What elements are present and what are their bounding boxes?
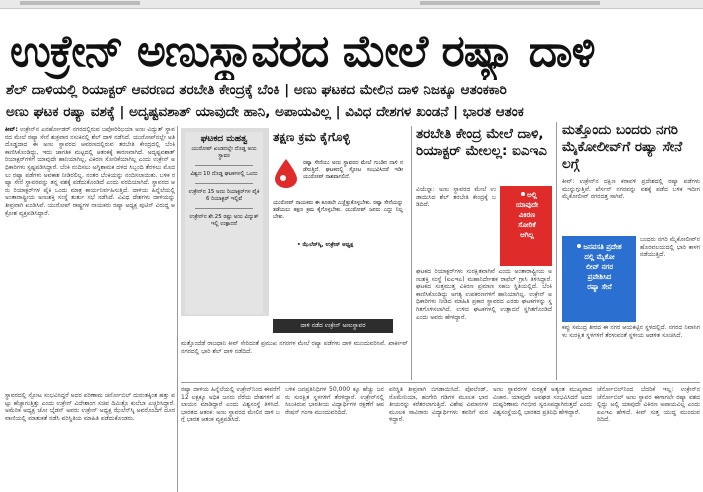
highlight-line: ಅಲ್ಲಿ [527,191,537,199]
iaea-story: ವಿಯೆನ್ನಾ: ಅಣು ಸ್ಥಾವರದ ಮೇಲೆ ಉಡಾಯಿಸಿದ ಶೆಲ್ ತರಬೇತಿ ಕೇಂದ್ರಕ್ಕೆ ಬಡಿದಿದೆ. [416,186,496,209]
highlight-line: ದಲ್ಲಿ ಮೈಕೋ [584,253,615,261]
highlight-line: ವಿಕಿರಣ [518,211,536,219]
quote-title: ತಕ್ಷಣ ಕ್ರಮ ಕೈಗೊಳ್ಳಿ [273,130,350,144]
section-title-mykolaiv: ಮತ್ತೊಂದು ಬಂದರು ನಗರಿ ಮೈಕೋಲೀವ್‌ಗೆ ರಷ್ಯಾ ಸೇನೆ ಲಗ್ಗೆ [562,122,683,172]
quote-text: ರಷ್ಯಾ ಸೇನೆಯು ಅಣು ಸ್ಥಾವರದ ಮೇಲೆ ಗುಂಡಿನ ದಾಳಿ ನಡೆಸುತ್ತಿದೆ. ಘಟಕದಲ್ಲಿ ಸ್ಫೋಟ ಸಂಭವಿಸಿದರೆ ಇಡೀ ಯುರೋಪ್ ನಾಶವಾಗಲಿದೆ. [303,160,403,180]
fact-item: ಯುರೋಪ್ ಖಂಡದಲ್ಲೇ ದೊಡ್ಡ ಅಣು ಸ್ಥಾವರ [191,146,257,159]
bottom-column-1: ರಷ್ಯಾ ದಾಳಿಯ ಹಿನ್ನೆಲೆಯಲ್ಲಿ ಉಕ್ರೇನ್‌ನಿಂದ ಈವರೆಗೆ 12 ಲಕ್ಷಕ್ಕೂ ಅಧಿಕ ಜನರು ನೆರೆಯ ದೇಶಗಳಿಗೆ ಪಲಾಯನ ಮಾಡಿದ್ದಾರೆ ಎಂದು ವಿಶ್ವಸಂಸ್ಥೆ ತಿಳಿಸಿದೆ. ಭಾರತದ ಆತಂಕ: ಅಣು ಸ್ಥಾವರದ ಮೇಲಿನ ದಾಳಿ ಬಗ್ಗೆ ಭಾರತ ಆತಂಕ ವ್ಯಕ್ತಪಡಿಸಿದೆ. [181,386,280,424]
column-rule [177,126,178,492]
bottom-column-3: ಪರಿಸ್ಥಿತಿ ತೀವ್ರವಾಗಿ ಬಿಗಡಾಯಿಸಿದೆ. ಪೋಲೆಂಡ್, ರೊಮೇನಿಯಾ, ಹಂಗೇರಿ ಗಡಿಗಳ ಮೂಲಕ ಭಾರತೀಯರನ್ನು ಕರೆತರಲಾಗುತ್ತಿದೆ. ವಿಶೇಷ ವಿಮಾನಗಳ ಮೂಲಕ ಸಾವಿರಾರು ವಿದ್ಯಾರ್ಥಿಗಳು ತವರಿಗೆ ಮರಳಿದ್ದಾರೆ. [389,386,488,424]
plant-facts-title: ಘಟಕದ ಮಹತ್ವ [200,134,248,144]
highlight-line: ಯಾವುದೇ [515,201,539,209]
column-rule [411,126,412,380]
highlight-line: ಪ್ರವೇಶಿಸಿದ [587,273,612,281]
highlight-box-blue [562,236,636,322]
quote-attribution: • ಝೆಲೆನ್‌ಸ್ಕಿ, ಉಕ್ರೇನ್ ಅಧ್ಯಕ್ಷ [297,242,354,248]
fact-item: ಉಕ್ರೇನ್‌ನ ಶೇ.25 ರಷ್ಟು ಅಣು ವಿದ್ಯುತ್ ಇಲ್ಲಿ ಉತ್ಪಾದನೆ [189,214,259,227]
dateline: ಕೀವ್: [5,126,18,133]
headline: ಉಕ್ರೇನ್ ಅಣುಸ್ಥಾವರದ ಮೇಲೆ ರಷ್ಯಾ ದಾಳಿ [10,26,595,77]
highlight-line: ರಷ್ಯಾ ಸೇನೆ [587,283,612,291]
plant-facts-panel [185,132,263,314]
highlight-line: ಸೋರಿಕೆ [518,221,536,229]
bottom-column-4: ಅಣು ಸ್ಥಾವರಗಳ ಸುರಕ್ಷತೆ ಅತ್ಯಂತ ಮುಖ್ಯವಾದ ವಿಚಾರ. ಯಾವುದೇ ಅವಘಡ ಸಂಭವಿಸಿದರೆ ಅದರ ದುಷ್ಪರಿಣಾಮ ಗಂಭೀರ ಸ್ವರೂಪದ್ದಾಗಿರುತ್ತದೆ ಎಂದು ವಿಶ್ವಸಂಸ್ಥೆಯಲ್ಲಿ ಭಾರತದ ಪ್ರತಿನಿಧಿ ಹೇಳಿದ್ದಾರೆ. [493,386,592,416]
subhead-1: ಶೆಲ್ ದಾಳಿಯಲ್ಲಿ ರಿಯಾಕ್ಟರ್ ಆವರಣದ ತರಬೇತಿ ಕೇಂದ್ರಕ್ಕೆ ಬೆಂಕಿ | ಅಣು ಘಟಕದ ಮೇಲಿನ ದಾಳಿ ನಿಜಕ್ಕೂ ಆತಂಕಕಾರಿ [6,82,507,98]
story-text: ಮತ್ತೊಂದೆಡೆ ರಾಜಧಾನಿ ಕೀವ್ ಸೇರಿದಂತೆ ಪ್ರಮುಖ ನಗರಗಳ ಮೇಲೆ ರಷ್ಯಾ ಪಡೆಗಳು ದಾಳಿ ಮುಂದುವರಿಸಿವೆ. ಖಾರ್ಕೀವ್ ನಗರದಲ್ಲಿ ಭಾರಿ ಶೆಲ್ ದಾಳಿ ನಡೆದಿದೆ. [181,340,408,355]
quote-text-2: ಯುರೋಪ್ ನಾಯಕರು ಈ ಕೂಡಲೇ ಎಚ್ಚೆತ್ತುಕೊಳ್ಳಬೇಕು. ರಷ್ಯಾ ಸೇನೆಯನ್ನು ತಡೆಯಲು ತಕ್ಷಣ ಕ್ರಮ ಕೈಗೊಳ್ಳಬೇಕು. ಯುರೋಪ್ ಜನರು ಎದ್ದು ನಿಲ್ಲಬೇಕು. [273,200,403,220]
lead-story [5,126,175,388]
lead-text: ಉಕ್ರೇನ್‌ನ ಎನರ್ಹೋಡರ್ ನಗರದಲ್ಲಿರುವ ಜಪೋರಿಝಿಯಾ ಅಣು ವಿದ್ಯುತ್ ಸ್ಥಾವರದ ಮೇಲೆ ರಷ್ಯಾ ಸೇನೆ ಶುಕ್ರವಾರ ನಸುಕಿನಲ್ಲಿ ಶೆಲ್ ದಾಳಿ ನಡೆಸಿದೆ. ಯುರೋಪ್‌ನಲ್ಲೇ ಅತಿ ದೊಡ್ಡದಾದ ಈ ಅಣು ಸ್ಥಾವರದ ಆವರಣದಲ್ಲಿರುವ ತರಬೇತಿ ಕೇಂದ್ರದಲ್ಲಿ ಬೆಂಕಿ ಕಾಣಿಸಿಕೊಂಡಿದ್ದು, ಇದು ಜಾಗತಿಕ ಮಟ್ಟದಲ್ಲಿ ಆತಂಕಕ್ಕೆ ಕಾರಣವಾಗಿದೆ. ಅದೃಷ್ಟವಶಾತ್ ರಿಯಾಕ್ಟರ್‌ಗಳಿಗೆ ಯಾವುದೇ ಹಾನಿಯಾಗಿಲ್ಲ, ವಿಕಿರಣ ಸೋರಿಕೆಯಾಗಿಲ್ಲ ಎಂದು ಉಕ್ರೇನ್ ಅಧಿಕಾರಿಗಳು ಸ್ಪಷ್ಟಪಡಿಸಿದ್ದಾರೆ. ಬೆಂಕಿ ನಂದಿಸಲು ಅಗ್ನಿಶಾಮಕ ದಳದ ಸಿಬ್ಬಂದಿ ತೆರಳಲು ಮೊದಲು ರಷ್ಯಾ ಪಡೆಗಳು ಅವಕಾಶ ನೀಡಿರಲಿಲ್ಲ. ನಂತರ ಬೆಂಕಿಯನ್ನು ನಂದಿಸಲಾಯಿತು. ಬಳಿಕ ರಷ್ಯಾ ಸೇನೆ ಸ್ಥಾವರವನ್ನು ತನ್ನ ವಶಕ್ಕೆ ಪಡೆದುಕೊಂಡಿದೆ ಎಂದು ವರದಿಯಾಗಿದೆ. ಸ್ಥಾವರದ ಆರು ರಿಯಾಕ್ಟರ್‌ಗಳ ಪೈಕಿ ಒಂದು ಮಾತ್ರ ಕಾರ್ಯನಿರ್ವಹಿಸುತ್ತಿದೆ. ದಾಳಿಯ ಹಿನ್ನೆಲೆಯಲ್ಲಿ ಅಂತಾರಾಷ್ಟ್ರೀಯ ಅಣುಶಕ್ತಿ ಸಂಸ್ಥೆ ತುರ್ತು ಸಭೆ ನಡೆಸಿದೆ. ವಿವಿಧ ದೇಶಗಳು ದಾಳಿಯನ್ನು ತೀವ್ರವಾಗಿ ಖಂಡಿಸಿವೆ. ಯುರೋಪ್ ರಾಷ್ಟ್ರಗಳ ನಾಯಕರು ರಷ್ಯಾ ಅಧ್ಯಕ್ಷ ಪುಟಿನ್ ವಿರುದ್ಧ ಆಕ್ರೋಶ ವ್ಯಕ್ತಪಡಿಸಿದ್ದಾರೆ. [5,126,175,217]
fact-item: ವಿಶ್ವದ 10 ದೊಡ್ಡ ಘಟಕಗಳಲ್ಲಿ ಒಂದು [190,171,258,177]
highlight-box-red [500,186,552,266]
divider [195,183,253,184]
divider [195,165,253,166]
bottom-column-2: ಬಳಿಕ ಜನಪ್ರತಿನಿಧಿಗಳ 50,000 ಕ್ಕೂ ಹೆಚ್ಚು ಜನರು ಸುರಕ್ಷಿತ ಸ್ಥಳಗಳಿಗೆ ತೆರಳಿದ್ದಾರೆ. ಉಕ್ರೇನ್‌ನಲ್ಲಿ ಸಿಲುಕಿರುವ ಭಾರತೀಯ ವಿದ್ಯಾರ್ಥಿಗಳ ರಕ್ಷಣೆಗೆ ಆಪರೇಷನ್ ಗಂಗಾ ಮುಂದುವರಿದಿದೆ. [285,386,384,416]
drop-quote-icon [273,158,299,188]
photo-caption-bar [181,316,408,336]
section-title-iaea: ತರಬೇತಿ ಕೇಂದ್ರ ಮೇಲೆ ದಾಳಿ, ರಿಯಾಕ್ಟರ್ ಮೇಲಲ್ಲ: ಐಎಇಎ [416,126,547,159]
divider [195,208,253,209]
bottom-column-5: ಚೆರ್ನೋಬಿಲ್‌ನಿಂದ ಬೆದರಿಕೆ ಇಲ್ಲ: ಉಕ್ರೇನ್‌ನ ಚೆರ್ನೋಬಿಲ್ ಅಣು ಸ್ಥಾವರ ಈಗಾಗಲೇ ರಷ್ಯಾ ವಶದಲ್ಲಿದ್ದು ಅಲ್ಲಿ ಯಾವುದೇ ವಿಕಿರಣ ಅಪಾಯವಿಲ್ಲ ಎಂದು ಐಎಇಎ ಹೇಳಿದೆ. ಕೀವ್ ಸುತ್ತ ಯುದ್ಧ ಮುಂದುವರಿದಿದೆ. [597,386,700,424]
quote-panel [269,128,408,320]
fact-item: ಉಕ್ರೇನ್‌ನ 15 ಅಣು ರಿಯಾಕ್ಟರ್‌ಗಳ ಪೈಕಿ 6 ರಿಯಾಕ್ಟರ್ ಇಲ್ಲಿವೆ [188,189,260,202]
mykolaiv-story: ಕೀವ್: ಉಕ್ರೇನ್‌ನ ದಕ್ಷಿಣ ಕರಾವಳಿ ಪ್ರದೇಶದಲ್ಲಿ ರಷ್ಯಾ ಪಡೆಗಳು ಮುನ್ನುಗ್ಗುತ್ತಿವೆ. ಖೆರ್ಸನ್ ನಗರವನ್ನು ವಶಕ್ಕೆ ಪಡೆದ ಬಳಿಕ ಇದೀಗ ಮೈಕೋಲೀವ್ ನಗರದತ್ತ ಸಾಗಿವೆ. [562,178,700,201]
subhead-2: ಅಣು ಘಟಕ ರಷ್ಯಾ ವಶಕ್ಕೆ | ಅದೃಷ್ಟವಶಾತ್ ಯಾವುದೇ ಹಾನಿ, ಅಪಾಯವಿಲ್ಲ | ವಿವಿಧ ದೇಶಗಳ ಖಂಡನೆ | ಭಾರತ ಆತಂಕ [6,104,524,120]
faded-text [20,1,140,5]
photo-caption: ದಾಳಿ ನಡೆದ ಉಕ್ರೇನ್ ಅಣುಸ್ಥಾವರ [273,319,393,333]
highlight-line: ಜನವಸತಿ ಪ್ರದೇಶ [583,243,622,251]
highlight-line: ಆಗಿಲ್ಲ [520,231,534,239]
highlight-line: ಲೀವ್ ನಗರ [585,263,614,271]
bullet-icon [521,192,525,196]
iaea-story-cont: ಘಟಕದ ರಿಯಾಕ್ಟರ್‌ಗಳು ಸುರಕ್ಷಿತವಾಗಿವೆ ಎಂದು ಅಂತಾರಾಷ್ಟ್ರೀಯ ಅಣುಶಕ್ತಿ ಸಂಸ್ಥೆ (ಐಎಇಎ) ಮಹಾನಿರ್ದೇಶಕ ರಾಫೆಲ್ ಗ್ರಾಸಿ ತಿಳಿಸಿದ್ದಾರೆ. ಘಟಕದ ಸುತ್ತಮುತ್ತ ವಿಕಿರಣ ಪ್ರಮಾಣ ಸಹಜ ಸ್ಥಿತಿಯಲ್ಲಿದೆ. ಬೆಂಕಿ ಕಾಣಿಸಿಕೊಂಡಿದ್ದು ಅಗತ್ಯ ಉಪಕರಣಗಳಿಗೆ ಹಾನಿಯಾಗಿಲ್ಲ. ಉಕ್ರೇನ್ ಅಧಿಕಾರಿಗಳು ನೀಡಿದ ಮಾಹಿತಿ ಪ್ರಕಾರ ಸ್ಥಾವರದ ಎರಡು ಘಟಕಗಳನ್ನು ಸ್ಥಗಿತಗೊಳಿಸಲಾಗಿದೆ. ಉಳಿದ ಘಟಕಗಳಲ್ಲಿ ಉತ್ಪಾದನೆ ಸ್ಥಗಿತಗೊಂಡಿದೆ ಎಂದು ಅವರು ಹೇಳಿದ್ದಾರೆ. [416,268,552,321]
top-strip [0,0,703,9]
column-rule [556,122,557,380]
mykolaiv-story-cont: ಕಪ್ಪು ಸಮುದ್ರ ತೀರದ ಈ ನಗರ ಆಯಕಟ್ಟಿನ ಸ್ಥಳದಲ್ಲಿದೆ. ನಗರದ ನಿವಾಸಿಗಳು ಸುರಕ್ಷಿತ ಸ್ಥಳಗಳಿಗೆ ತೆರಳುವಂತೆ ಸ್ಥಳೀಯ ಆಡಳಿತ ಸೂಚಿಸಿದೆ. [562,324,700,339]
bullet-icon [577,244,581,248]
mykolaiv-story-side: ಬಂದರು ನಗರಿ ಮೈಕೋಲೀವ್‌ನ ಹೊರವಲಯದಲ್ಲಿ ಭಾರಿ ಕಾಳಗ ನಡೆಯುತ್ತಿದೆ. [640,236,700,259]
lead-continued: ಸ್ಥಾವರದಲ್ಲಿ ಸ್ಫೋಟ ಸಂಭವಿಸಿದ್ದರೆ ಅದರ ಪರಿಣಾಮ ಚರ್ನೋಬಿಲ್ ದುರಂತಕ್ಕಿಂತ ಹತ್ತು ಪಟ್ಟು ಹೆಚ್ಚಾಗುತ್ತಿತ್ತು ಎಂದು ಉಕ್ರೇನ್ ವಿದೇಶಾಂಗ ಸಚಿವ ದಿಮಿತ್ರೊ ಕುಲೆಬಾ ಎಚ್ಚರಿಸಿದ್ದಾರೆ. ಅಮೆರಿಕ ಅಧ್ಯಕ್ಷ ಜೋ ಬೈಡನ್ ಅವರು ಉಕ್ರೇನ್ ಅಧ್ಯಕ್ಷ ಝೆಲೆನ್‌ಸ್ಕಿ ಅವರೊಂದಿಗೆ ದೂರವಾಣಿಯಲ್ಲಿ ಮಾತುಕತೆ ನಡೆಸಿ ಪರಿಸ್ಥಿತಿಯ ಮಾಹಿತಿ ಪಡೆದುಕೊಂಡರು. [5,392,175,422]
faded-text [420,1,600,5]
horizontal-rule [181,382,700,383]
infographic [181,128,408,320]
